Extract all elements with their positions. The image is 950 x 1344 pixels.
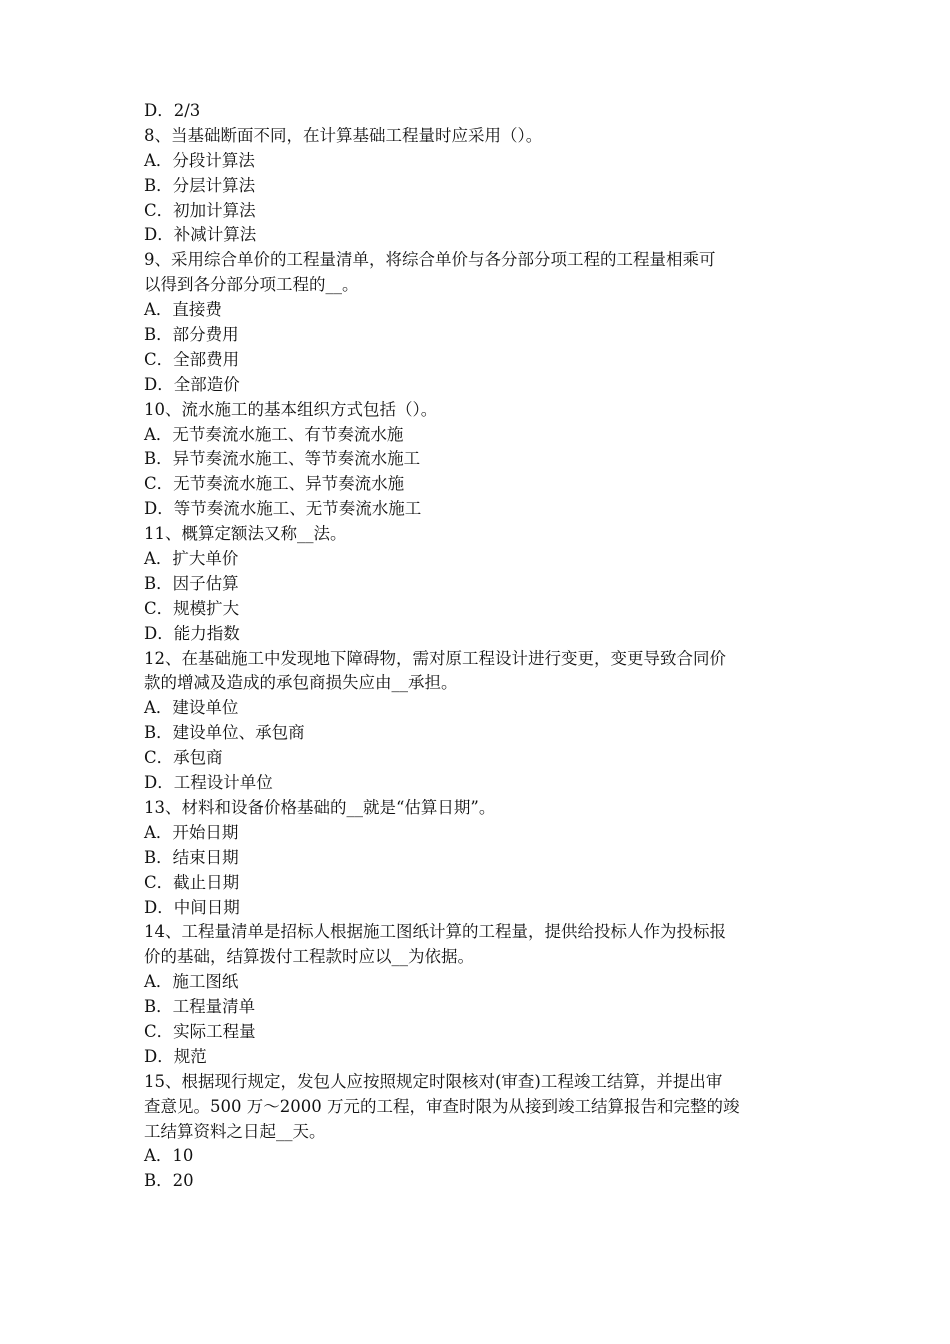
- question-line: 工结算资料之日起__天。: [144, 1121, 326, 1141]
- option-line: A．施工图纸: [144, 972, 239, 992]
- question-line: 以得到各分部分项工程的__。: [144, 275, 359, 295]
- option-line: C．截止日期: [144, 872, 240, 892]
- option-line: D．等节奏流水施工、无节奏流水施工: [144, 499, 422, 519]
- question-line: 15、根据现行规定，发包人应按照规定时限核对(审查)工程竣工结算，并提出审: [144, 1071, 723, 1091]
- option-line: B．部分费用: [144, 325, 239, 345]
- option-line: D．补减计算法: [144, 225, 257, 245]
- option-line: A．扩大单价: [144, 549, 239, 569]
- option-line: D．能力指数: [144, 623, 240, 643]
- option-line: A．10: [144, 1146, 194, 1166]
- question-line: 价的基础，结算拨付工程款时应以__为依据。: [144, 947, 474, 967]
- option-line: B．异节奏流水施工、等节奏流水施工: [144, 449, 421, 469]
- option-line: D．工程设计单位: [144, 773, 273, 793]
- option-line: B．结束日期: [144, 847, 239, 867]
- option-line: B．建设单位、承包商: [144, 723, 305, 743]
- option-line: C．全部费用: [144, 349, 240, 369]
- question-line: 9、采用综合单价的工程量清单，将综合单价与各分部分项工程的工程量相乘可: [144, 250, 716, 270]
- option-line: C．实际工程量: [144, 1021, 256, 1041]
- option-line: B．20: [144, 1171, 194, 1191]
- question-line: 11、概算定额法又称__法。: [144, 524, 347, 544]
- option-line: A．分段计算法: [144, 150, 255, 170]
- document-body: [144, 99, 814, 1194]
- option-line: C．无节奏流水施工、异节奏流水施: [144, 474, 405, 494]
- option-line: C．初加计算法: [144, 200, 256, 220]
- option-line: A．无节奏流水施工、有节奏流水施: [144, 424, 404, 444]
- option-line: B．工程量清单: [144, 997, 256, 1017]
- option-line: C．规模扩大: [144, 598, 240, 618]
- option-line: D．2/3: [144, 101, 201, 120]
- option-line: A．直接费: [144, 300, 222, 320]
- question-line: 12、在基础施工中发现地下障碍物，需对原工程设计进行变更，变更导致合同价: [144, 648, 726, 668]
- option-line: A．开始日期: [144, 822, 239, 842]
- option-line: B．分层计算法: [144, 175, 256, 195]
- option-line: A．建设单位: [144, 698, 239, 718]
- question-line: 13、材料和设备价格基础的__就是“估算日期”。: [144, 797, 496, 817]
- question-line: 查意见。500 万～2000 万元的工程，审查时限为从接到竣工结算报告和完整的竣: [144, 1096, 740, 1116]
- question-line: 10、流水施工的基本组织方式包括（）。: [144, 399, 438, 419]
- option-line: B．因子估算: [144, 573, 239, 593]
- option-line: D．中间日期: [144, 897, 240, 917]
- question-line: 8、当基础断面不同，在计算基础工程量时应采用（）。: [144, 125, 543, 145]
- option-line: D．规范: [144, 1046, 207, 1066]
- option-line: D．全部造价: [144, 374, 240, 394]
- question-line: 14、工程量清单是招标人根据施工图纸计算的工程量，提供给投标人作为投标报: [144, 922, 726, 942]
- question-line: 款的增减及造成的承包商损失应由__承担。: [144, 673, 458, 693]
- option-line: C．承包商: [144, 748, 223, 768]
